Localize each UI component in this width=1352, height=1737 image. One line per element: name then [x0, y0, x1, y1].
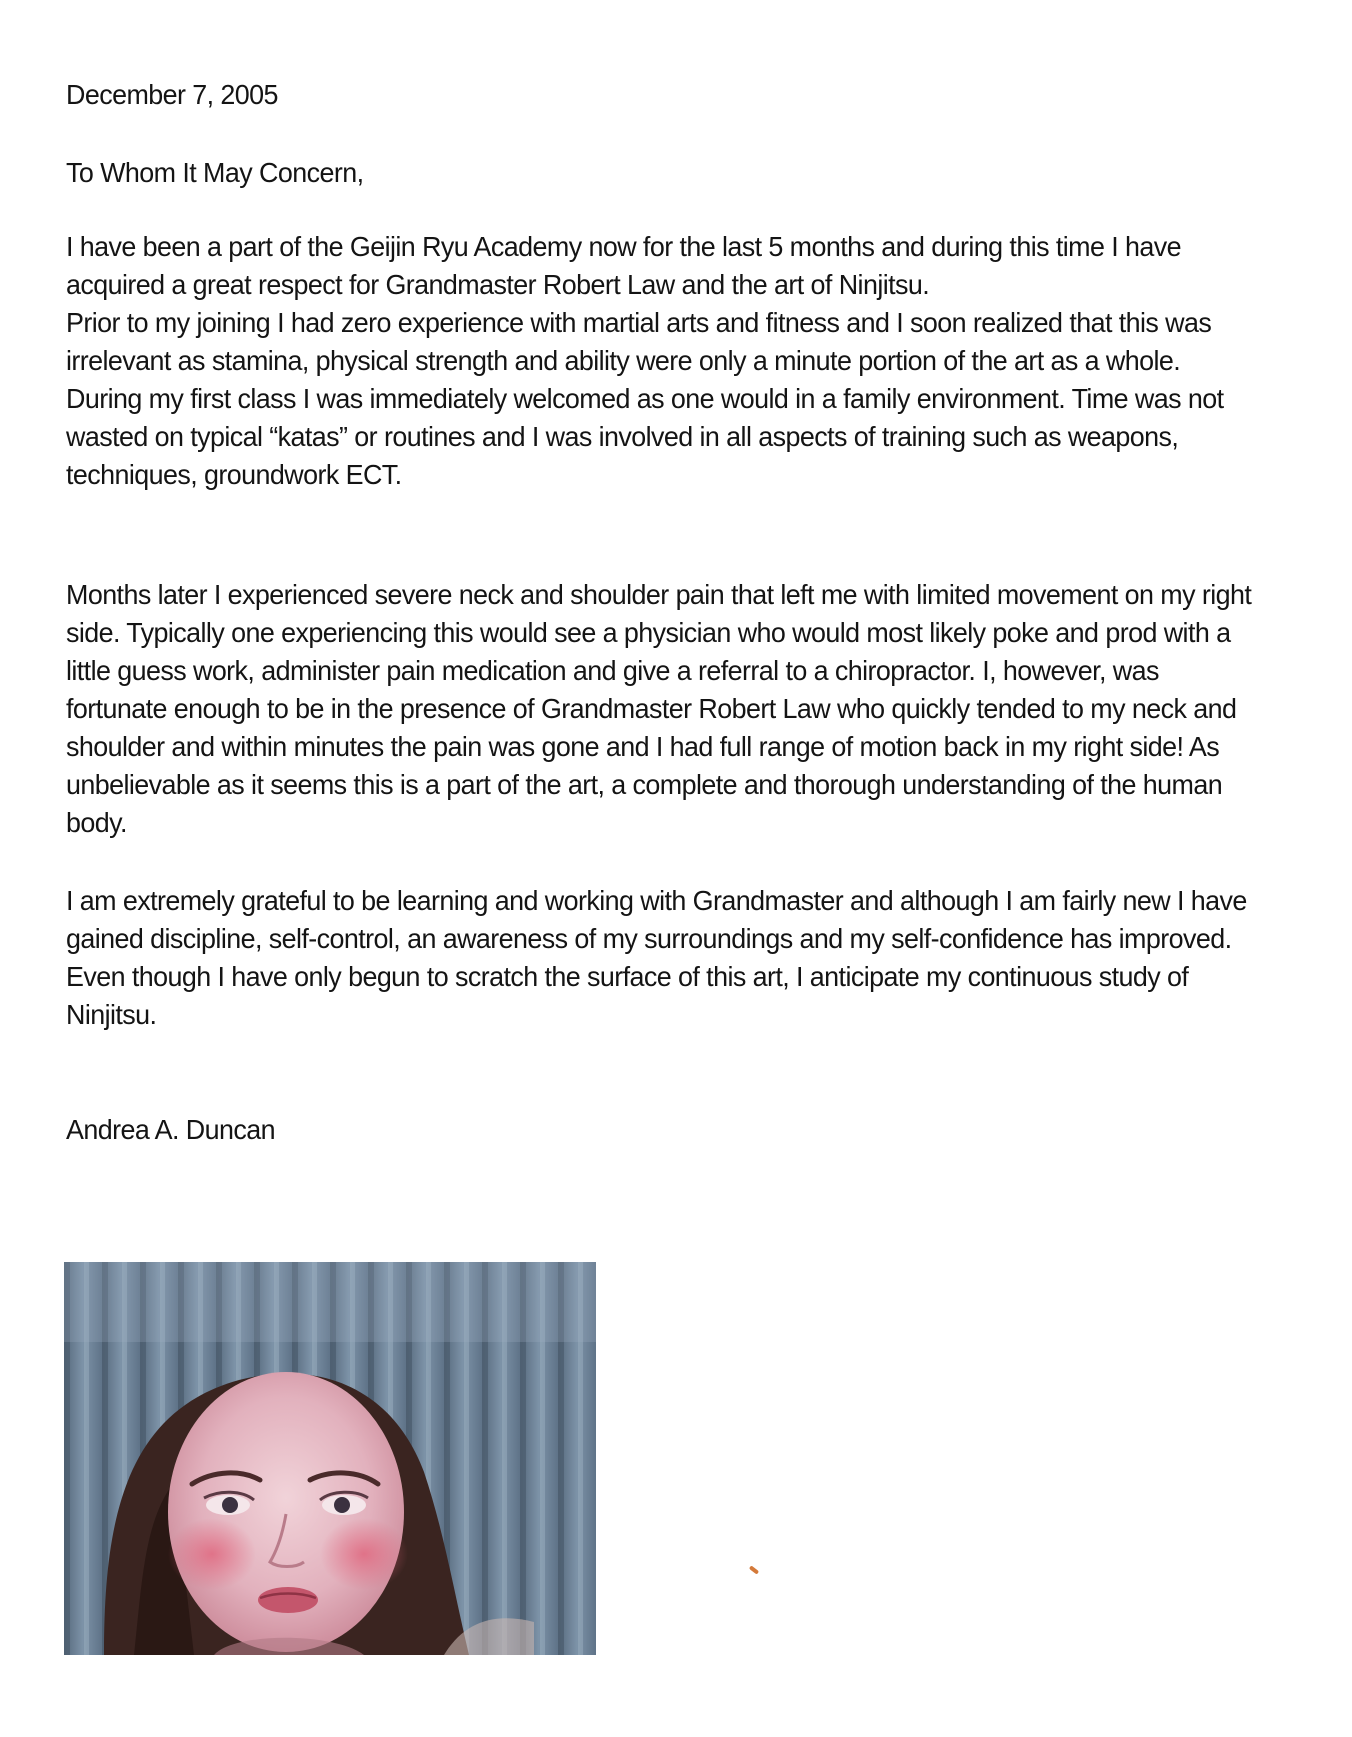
body-paragraph-prior-experience: Prior to my joining I had zero experience with martial arts and fitness and I soon realized that this was irrelevant as stamina, physical strength and ability were only a minute portion of the art as a whole. [66, 307, 1212, 376]
scan-speck [749, 1565, 759, 1574]
portrait-photo [64, 1262, 596, 1655]
body-paragraph-gratitude: I am extremely grateful to be learning and working with Grandmaster and although I am fairly new I have gained discipline, self-control, an awareness of my surroundings and my self-confidence has improved. Even though I have only begun to scratch the surface of this art, I anticipate my continuous study of Ninjitsu. [66, 885, 1247, 1030]
body-paragraph-first-class: During my first class I was immediately welcomed as one would in a family environment. Time was not wasted on typical “katas” or routines and I was involved in all aspects of training such as weapons, techniques, groundwork ECT. [66, 383, 1224, 490]
body-paragraph-injury: Months later I experienced severe neck and shoulder pain that left me with limited movement on my right side. Typically one experiencing this would see a physician who would most likely poke and prod with a little guess work, administer pain medication and give a referral to a chiropractor. I, however, was fortunate enough to be in the presence of Grandmaster Robert Law who quickly tended to my neck and shoulder and within minutes the pain was gone and I had full range of motion back in my right side! As unbelievable as it seems this is a part of the art, a complete and thorough understanding of the human body. [66, 579, 1252, 838]
body-paragraph-intro: I have been a part of the Geijin Ryu Academy now for the last 5 months and during this time I have acquired a great respect for Grandmaster Robert Law and the art of Ninjitsu. [66, 231, 1181, 300]
letter-body-block-1 [66, 228, 1256, 494]
letter-signature: Andrea A. Duncan [66, 1114, 275, 1145]
portrait-photo-icon [64, 1262, 596, 1655]
letter-salutation: To Whom It May Concern, [66, 157, 364, 188]
letter-body-block-3 [66, 882, 1256, 1034]
letter-body-block-2 [66, 576, 1256, 842]
letter-date: December 7, 2005 [66, 79, 278, 110]
